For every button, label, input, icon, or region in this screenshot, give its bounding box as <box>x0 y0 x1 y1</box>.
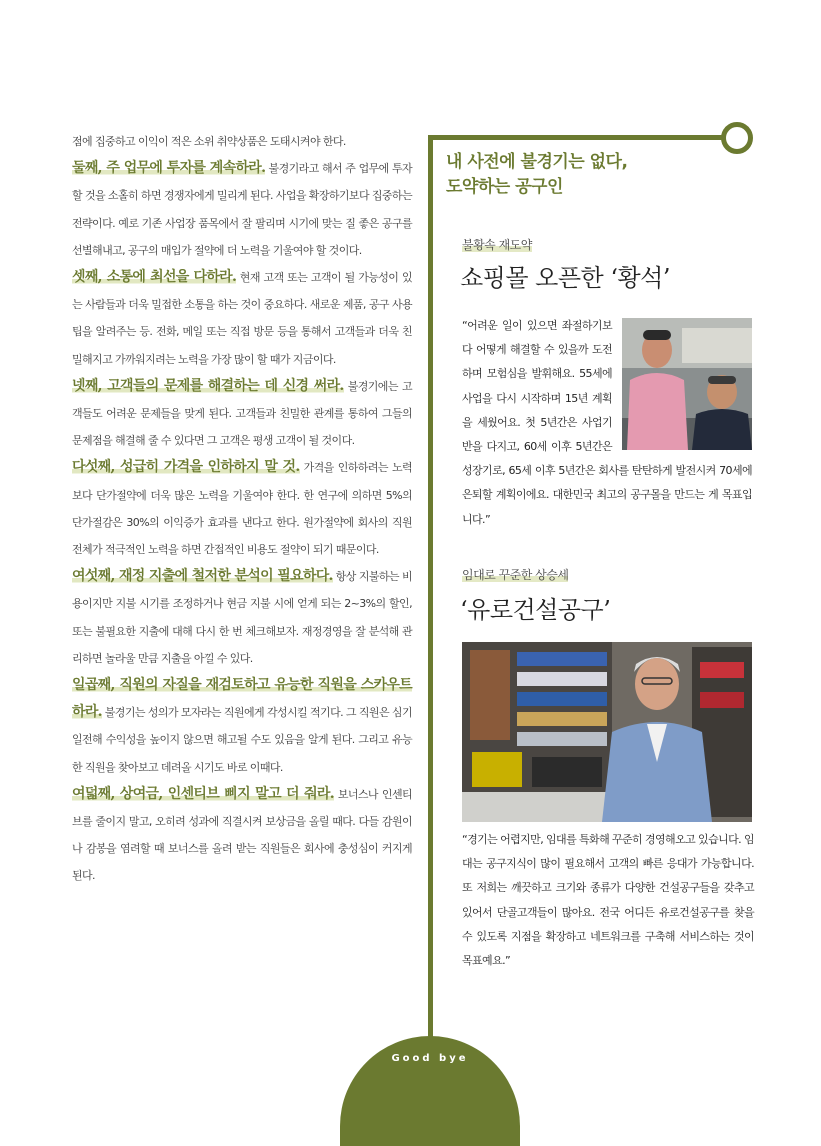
story1-quote: “어려운 일이 있으면 좌절하기보다 어떻게 해결할 수 있을까 도전하며 모험심을 발휘해요. 55세에 사업을 다시 시작하며 15년 계획을 세웠어요. 첫 5년간은 사업기반을 다지고, 60세 이후 5년간은 성장기로, 65세 이후 5년간은 회사를 탄탄하게 발전시켜 70세에 은퇴할 계획이에요. 대한민국 최고의 공구몰을 만드는 게 목표입니다.” <box>462 319 752 526</box>
story1-headline: 쇼핑몰 오픈한 ‘황석’ <box>460 264 670 292</box>
two-men-photo <box>622 318 752 450</box>
article-paragraph <box>72 155 412 264</box>
story2-company: 임대로 꾸준한 상승세 <box>462 568 569 582</box>
paragraph-text: 점에 집중하고 이익이 적은 소위 취약상품은 도태시켜야 한다. <box>72 135 346 148</box>
tip-heading: 둘째, 주 업무에 투자를 계속하라. <box>72 160 266 177</box>
tip-heading: 셋째, 소통에 최선을 다하라. <box>72 269 237 286</box>
sidebar-title <box>446 150 746 200</box>
left-article-column <box>72 128 412 890</box>
article-paragraph <box>72 454 412 563</box>
story2-quote: “경기는 어렵지만, 임대를 특화해 꾸준히 경영해오고 있습니다. 임대는 공구지식이 많이 필요해서 고객의 빠른 응대가 가능합니다. 또 저희는 깨끗하고 크기와 종류가 다양한 건설공구들을 갖추고 있어서 단골고객들이 많아요. 전국 어디든 유로건설공구를 찾을 수 있도록 지점을 확장하고 네트워크를 구축해 서비스하는 것이 목표예요.” <box>462 833 754 968</box>
footer-label: Good bye <box>391 1053 469 1064</box>
article-paragraph <box>72 672 412 781</box>
article-paragraph <box>72 128 412 155</box>
tip-heading: 여섯째, 재정 지출에 철저한 분석이 필요하다. <box>72 568 333 585</box>
paragraph-text: 보너스나 인센티브를 줄이지 말고, 오히려 성과에 직결시켜 보상금을 올릴 때다. 다들 감원이나 감봉을 염려할 때 보너스를 올려 받는 직원들은 회사에 충성심이 커지게 된다. <box>72 787 412 883</box>
tip-heading: 다섯째, 성급히 가격을 인하하지 말 것. <box>72 459 300 476</box>
paragraph-text: 불경기라고 해서 주 업무에 투자할 것을 소홀히 하면 경쟁자에게 밀리게 된다. 사업을 확장하기보다 집중하는 전략이다. 예로 기존 사업장 품목에서 잘 팔리며 시기에 맞는 질 좋은 공구를 선별해내고, 공구의 매입가 절약에 더 노력을 기울여야 할 것이다. <box>72 162 412 257</box>
story1-company: 불황속 재도약 <box>462 238 532 252</box>
article-paragraph <box>72 563 412 672</box>
column-divider-line <box>428 135 433 1065</box>
article-paragraph <box>72 264 412 373</box>
sidebar-top-line <box>428 135 728 140</box>
article-paragraph <box>72 781 412 890</box>
paragraph-text: 현재 고객 또는 고객이 될 가능성이 있는 사람들과 더욱 밀접한 소통을 하는 것이 중요하다. 새로운 제품, 공구 사용 팁을 알려주는 등. 전화, 메일 또는 직접 방문 등을 통해서 고객들과 더욱 친밀해지고 가까워지려는 노력을 가장 많이 할 때가 지금이다. <box>72 271 412 366</box>
story2-headline: ‘유로건설공구’ <box>460 596 611 624</box>
paragraph-text: 불경기는 성의가 모자라는 직원에게 각성시킬 적기다. 그 직원은 심기일전해 수익성을 높이지 않으면 해고될 수도 있음을 알게 된다. 그리고 유능한 직원을 찾아보고 데려올 시기도 바로 이때다. <box>72 706 412 774</box>
tip-heading: 넷째, 고객들의 문제를 해결하는 데 신경 써라. <box>72 377 344 394</box>
story1-quote-block <box>462 314 752 532</box>
sidebar-title-line: 도약하는 공구인 <box>446 177 563 197</box>
store-owner-photo <box>462 642 752 822</box>
paragraph-text: 가격을 인하하려는 노력보다 단가절약에 더욱 많은 노력을 기울여야 한다. 한 연구에 의하면 5%의 단가절감은 30%의 이익증가 효과를 낸다고 한다. 원가절약에 회사의 직원 전체가 적극적인 노력을 하면 간접적인 비용도 절약이 되기 때문이다. <box>72 461 412 557</box>
sidebar-title-line: 내 사전에 불경기는 없다, <box>446 152 628 172</box>
article-paragraph <box>72 373 412 455</box>
paragraph-text: 불경기에는 고객들도 어려운 문제들을 맞게 된다. 고객들과 친밀한 관계를 통하여 그들의 문제점을 해결해 줄 수 있다면 그 고객은 평생 고객이 될 것이다. <box>72 379 412 448</box>
tip-heading: 여덟째, 상여금, 인센티브 삐지 말고 더 줘라. <box>72 785 334 802</box>
paragraph-text: 항상 지불하는 비용이지만 지불 시기를 조정하거나 현금 지불 시에 얻게 되는 2~3%의 할인, 또는 불필요한 지출에 대해 다시 한 번 체크해보자. 재정경영을 잘 분석해 관리하면 놀라울 만큼 지출을 아낄 수 있다. <box>72 570 412 665</box>
tip-heading: 일곱째, 직원의 자질을 재검토하고 유능한 직원을 스카우트하라. <box>72 677 412 721</box>
